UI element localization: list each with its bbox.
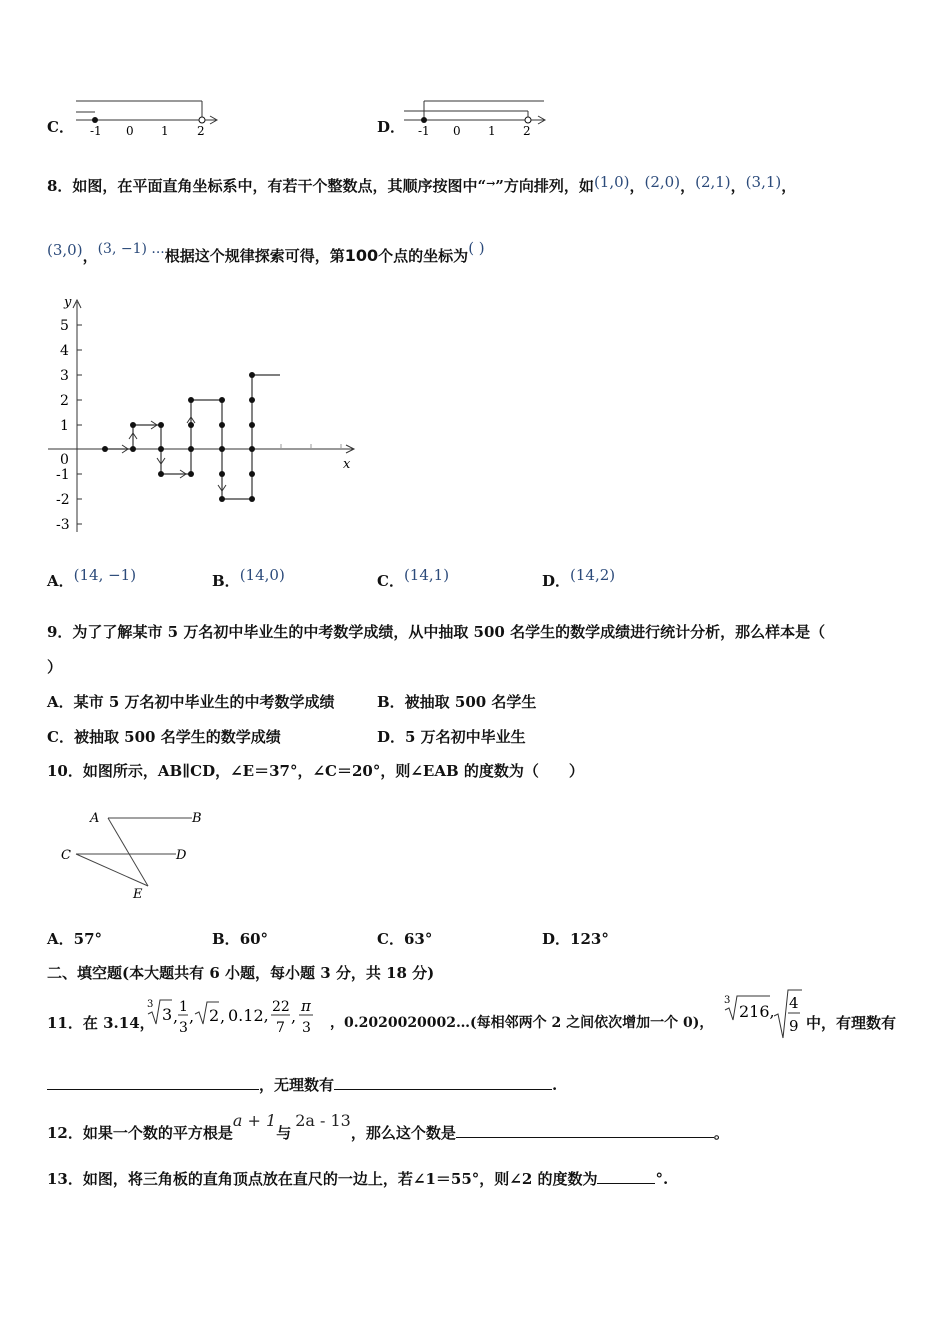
section-2-heading: 二、填空题(本大题共有 6 小题，每小题 3 分，共 18 分): [47, 964, 435, 982]
option-label: C．: [377, 930, 404, 948]
q8-line2: [47, 239, 485, 266]
tick-label: -1: [90, 124, 102, 138]
q8-point-2: (2,0): [644, 173, 681, 191]
q8-answer-blank: ( ): [468, 239, 485, 257]
q8-line1: [47, 175, 796, 196]
q12-line: [47, 1111, 729, 1143]
fraction-denominator: 3: [302, 1020, 311, 1036]
option-label: D．: [542, 572, 571, 590]
q12-expression-2: 2a - 13: [295, 1111, 351, 1130]
q8-text4: 个点的坐标为: [378, 247, 469, 265]
arrow-icon: →: [486, 177, 496, 190]
point-label-c: C: [61, 848, 71, 863]
q13-end: °.: [655, 1170, 669, 1188]
q8-text3: 根据这个规律探索可得，第: [164, 247, 345, 265]
q11-answer-line: [47, 1074, 557, 1095]
q9-question: 9．为了了解某市 5 万名初中毕业生的中考数学成绩，从中抽取 500 名学生的数学成绩进行统计分析，那么样本是（: [47, 623, 826, 641]
q7d-open-point: [525, 117, 531, 123]
option-label: A．: [47, 572, 74, 590]
q9-option-c: C．被抽取 500 名学生的数学成绩: [47, 728, 281, 746]
option-label: B．: [212, 572, 240, 590]
q11-number-list-1: [145, 992, 325, 1040]
radicand: 3: [162, 1005, 173, 1024]
q11-prefix: 11．在 3.14，: [47, 1014, 155, 1032]
point-label-b: B: [192, 811, 202, 826]
q11-middle-text: ，0.2020020002…(每相邻两个 2 之间依次增加一个 0)，: [330, 1015, 714, 1031]
fraction-numerator: π: [301, 997, 311, 1015]
q8-point-6: (3, −1) ...: [97, 241, 165, 257]
q8-sep: ，: [730, 177, 746, 195]
q7-option-c-numberline: [72, 96, 222, 140]
cbrt-index: 3: [147, 999, 154, 1010]
tick-label: 0: [453, 124, 461, 138]
q7d-solid-point: [421, 117, 427, 123]
q12-text2: 与: [276, 1124, 292, 1142]
q10-option-d: [542, 928, 609, 949]
q10-option-c: [377, 928, 432, 949]
option-value: (14,1): [403, 566, 450, 584]
option-label: B．: [212, 930, 240, 948]
cbrt-index: 3: [724, 995, 731, 1006]
q10-option-a: [47, 928, 102, 949]
q8-number: 100: [344, 246, 379, 265]
q8-sep: ，: [629, 177, 645, 195]
q8-integer-points: [102, 372, 255, 502]
q10-option-b: [212, 928, 268, 949]
comma: ,: [189, 1007, 195, 1026]
tick-label: 2: [523, 124, 531, 138]
option-value: (14,2): [570, 566, 616, 584]
option-label: C．: [377, 572, 404, 590]
radicand: 216,: [739, 1002, 775, 1021]
q9-option-b: B．被抽取 500 名学生: [377, 693, 537, 711]
y-tick-label: 3: [60, 368, 69, 384]
option-value: (14, −1): [73, 566, 137, 584]
q8-sep: ，: [82, 247, 98, 265]
option-value: 57°: [73, 930, 103, 948]
y-tick-label: -2: [56, 492, 70, 508]
tick-label: 1: [161, 124, 169, 138]
q8-text2: ”方向排列，如: [495, 177, 594, 195]
q8-point-1: (1,0): [593, 173, 630, 191]
comma: ,: [220, 1007, 226, 1026]
q12-text1: 12．如果一个数的平方根是: [47, 1124, 233, 1142]
q10-question: 10．如图所示，AB∥CD，∠E＝37°，∠C＝20°，则∠EAB 的度数为（ ）: [47, 762, 584, 780]
origin-label: 0: [60, 452, 69, 468]
tick-label: 1: [488, 124, 496, 138]
fraction-denominator: 9: [789, 1017, 799, 1035]
q8-coordinate-graph: [44, 292, 364, 542]
q12-expression-1: a + 1: [232, 1111, 277, 1130]
fraction-numerator: 1: [179, 999, 188, 1015]
q8-sep: ，: [781, 177, 797, 195]
q8-option-d: [542, 566, 616, 591]
tick-label: 2: [197, 124, 205, 138]
q9-option-d: D．5 万名初中毕业生: [377, 728, 526, 746]
point-label-d: D: [176, 848, 187, 863]
q7-option-c-label: C．: [47, 118, 74, 136]
q13-line: [47, 1168, 668, 1189]
q8-point-5: (3,0): [47, 241, 83, 259]
fraction-denominator: 3: [179, 1020, 188, 1036]
q13-answer-blank[interactable]: [597, 1169, 655, 1184]
q8-point-path: [105, 375, 280, 499]
fraction-denominator: 7: [276, 1020, 285, 1036]
y-axis-label: y: [64, 295, 72, 310]
y-tick-label: -3: [56, 517, 70, 533]
x-axis-label: x: [343, 457, 351, 472]
comma: ,: [173, 1007, 179, 1026]
q8-sep: ，: [680, 177, 696, 195]
q8-text1: 8．如图，在平面直角坐标系中，有若干个整数点，其顺序按图中“: [47, 177, 487, 195]
fraction-numerator: 22: [272, 999, 290, 1015]
line-ce: [76, 854, 148, 886]
q8-point-4: (3,1): [745, 173, 782, 191]
radicand: 2: [209, 1006, 220, 1025]
q8-option-b: [212, 566, 285, 591]
rational-answer-blank[interactable]: [47, 1075, 259, 1090]
q11-number-list-2: [722, 986, 804, 1044]
y-tick-label: 2: [60, 393, 69, 409]
q11-suffix: 中，有理数有: [806, 1014, 897, 1032]
q8-option-a: [47, 566, 137, 591]
y-tick-label: 1: [60, 418, 69, 434]
irrational-answer-blank[interactable]: [334, 1075, 552, 1090]
q11-irrational-label: ，无理数有: [259, 1076, 335, 1094]
q7-option-d-numberline: [400, 96, 550, 140]
q12-text3: ，那么这个数是: [350, 1124, 456, 1142]
option-label: A．: [47, 930, 74, 948]
option-value: (14,0): [239, 566, 285, 584]
q7-option-d-label: D．: [377, 118, 406, 136]
point-label-a: A: [90, 811, 100, 826]
q12-end: 。: [713, 1124, 729, 1142]
option-value: 123°: [570, 930, 609, 948]
decimal-value: 0.12,: [228, 1006, 269, 1025]
option-value: 63°: [403, 930, 433, 948]
q11-line-end: .: [552, 1076, 558, 1094]
y-tick-label: -1: [56, 467, 70, 483]
q9-option-a: A．某市 5 万名初中毕业生的中考数学成绩: [47, 693, 335, 711]
point-label-e: E: [133, 887, 143, 902]
q8-option-c: [377, 566, 450, 591]
q10-figure: [56, 802, 216, 902]
q7c-solid-point: [92, 117, 98, 123]
option-label: D．: [542, 930, 571, 948]
q8-point-3: (2,1): [695, 173, 731, 191]
fraction-numerator: 4: [789, 994, 799, 1012]
y-tick-label: 4: [60, 343, 69, 359]
tick-label: 0: [126, 124, 134, 138]
q13-text: 13．如图，将三角板的直角顶点放在直尺的一边上，若∠1＝55°，则∠2 的度数为: [47, 1170, 598, 1188]
line-ae: [108, 818, 148, 886]
tick-label: -1: [418, 124, 430, 138]
y-tick-label: 5: [60, 318, 69, 334]
comma: ,: [291, 1007, 297, 1026]
q7c-open-point: [199, 117, 205, 123]
q9-question-end: ）: [47, 658, 63, 676]
option-value: 60°: [239, 930, 269, 948]
q12-answer-blank[interactable]: [456, 1123, 714, 1138]
